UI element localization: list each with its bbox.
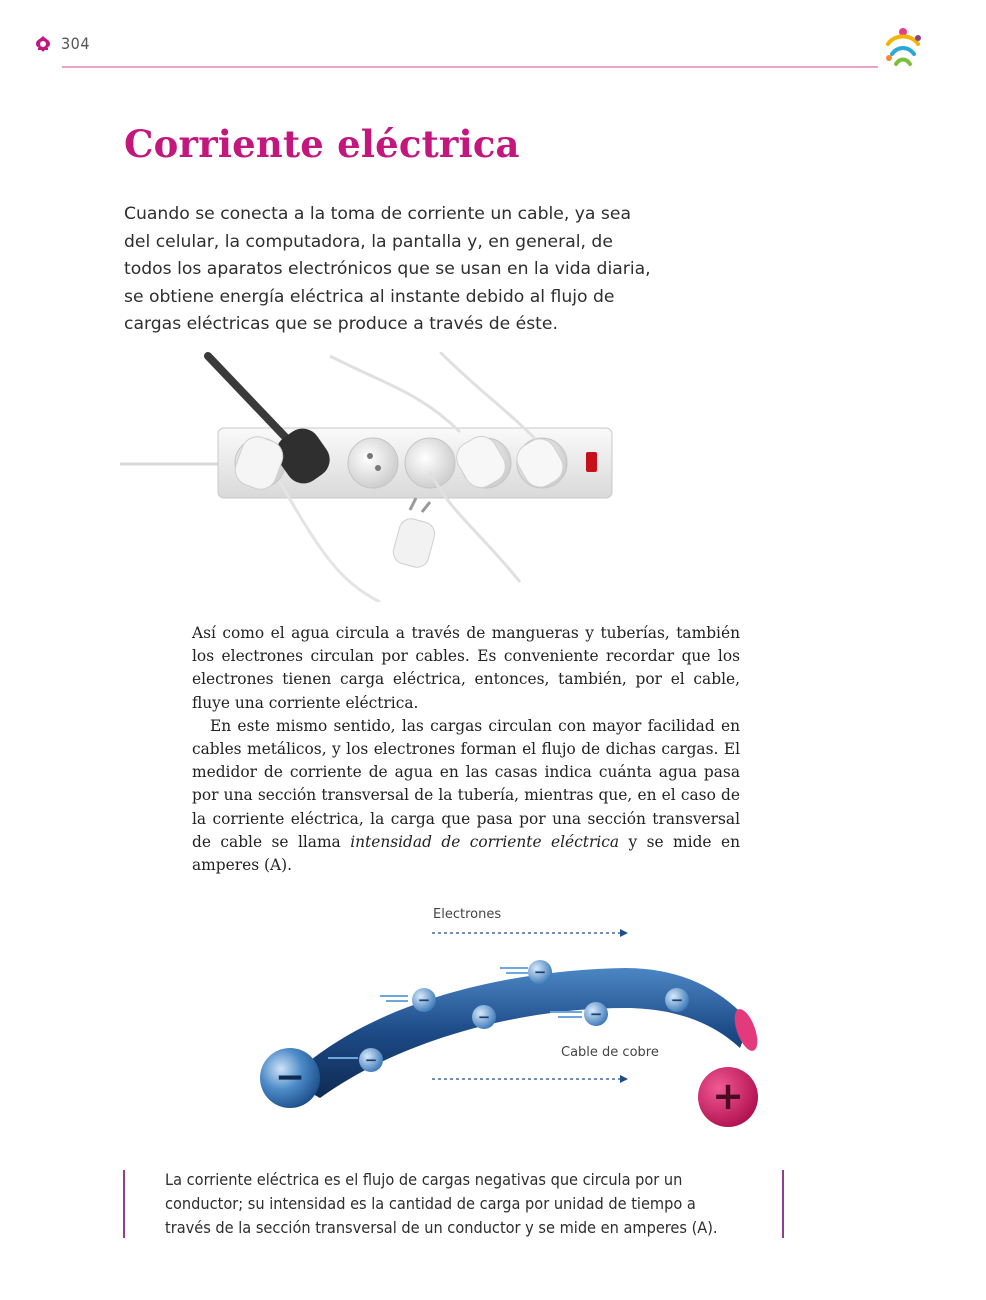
body-paragraph-2: [192, 715, 740, 877]
electron: [359, 1048, 383, 1072]
summary-bar-right: [782, 1170, 784, 1238]
positive-terminal: [698, 1067, 758, 1127]
electrons-label: Electrones: [433, 907, 502, 922]
page-title: Corriente eléctrica: [124, 122, 520, 166]
page-number: 304: [61, 34, 90, 53]
svg-text:−: −: [417, 991, 431, 1009]
summary-bar-left: [123, 1170, 125, 1238]
multicolor-figure-logo-icon: [880, 24, 926, 70]
body-paragraph-2-end: y se mide en amperes (A).: [192, 832, 740, 875]
svg-text:−: −: [670, 991, 684, 1009]
svg-text:−: −: [364, 1051, 378, 1069]
body-paragraph-2-start: En este mismo sentido, las cargas circulan con mayor facilidad en cables metálicos, y los electrones forman el flujo de dichas cargas. El medidor de corriente de agua en las casas indica cuánta agua pasa por una sección transversal de la tubería, mientras que, en el caso de la corriente eléctrica, la carga que pasa por una sección transversal de cable se llama: [192, 716, 740, 851]
electron: [665, 988, 689, 1012]
copper-cable-label: Cable de cobre: [561, 1045, 659, 1060]
electron: [528, 960, 552, 984]
copper-cable-diagram: [250, 890, 770, 1140]
electron: [584, 1002, 608, 1026]
electron: [472, 1005, 496, 1029]
svg-text:−: −: [274, 1057, 306, 1098]
body-paragraph-1: Así como el agua circula a través de mangueras y tuberías, también los electrones circulan por cables. Es conveniente recordar que los electrones tienen carga eléctrica, entonces, también, por el cable, fluye una corriente eléctrica.: [192, 624, 740, 712]
svg-text:+: +: [712, 1074, 744, 1118]
electron: [412, 988, 436, 1012]
intro-paragraph: Cuando se conecta a la toma de corriente un cable, ya sea del celular, la computadora, la pantalla y, en general, de todos los aparatos electrónicos que se usan en la vida diaria, se obtiene energía eléctrica al instante debido al flujo de cargas eléctricas que se produce a través de éste.: [124, 204, 651, 335]
svg-text:−: −: [533, 963, 547, 981]
bookmark-ornament-icon: [33, 34, 53, 54]
header-rule: [62, 66, 878, 68]
svg-text:−: −: [589, 1005, 603, 1023]
summary-box: La corriente eléctrica es el flujo de cargas negativas que circula por un conductor; su intensidad es la cantidad de carga por unidad de tiempo a través de la sección transversal de un conductor y se mide en amperes (A).: [165, 1170, 718, 1237]
body-text: [192, 622, 740, 877]
power-strip-illustration: [120, 352, 620, 602]
svg-text:−: −: [477, 1008, 491, 1026]
negative-terminal: [260, 1048, 320, 1108]
body-paragraph-2-term: intensidad de corriente eléctrica: [350, 832, 620, 851]
